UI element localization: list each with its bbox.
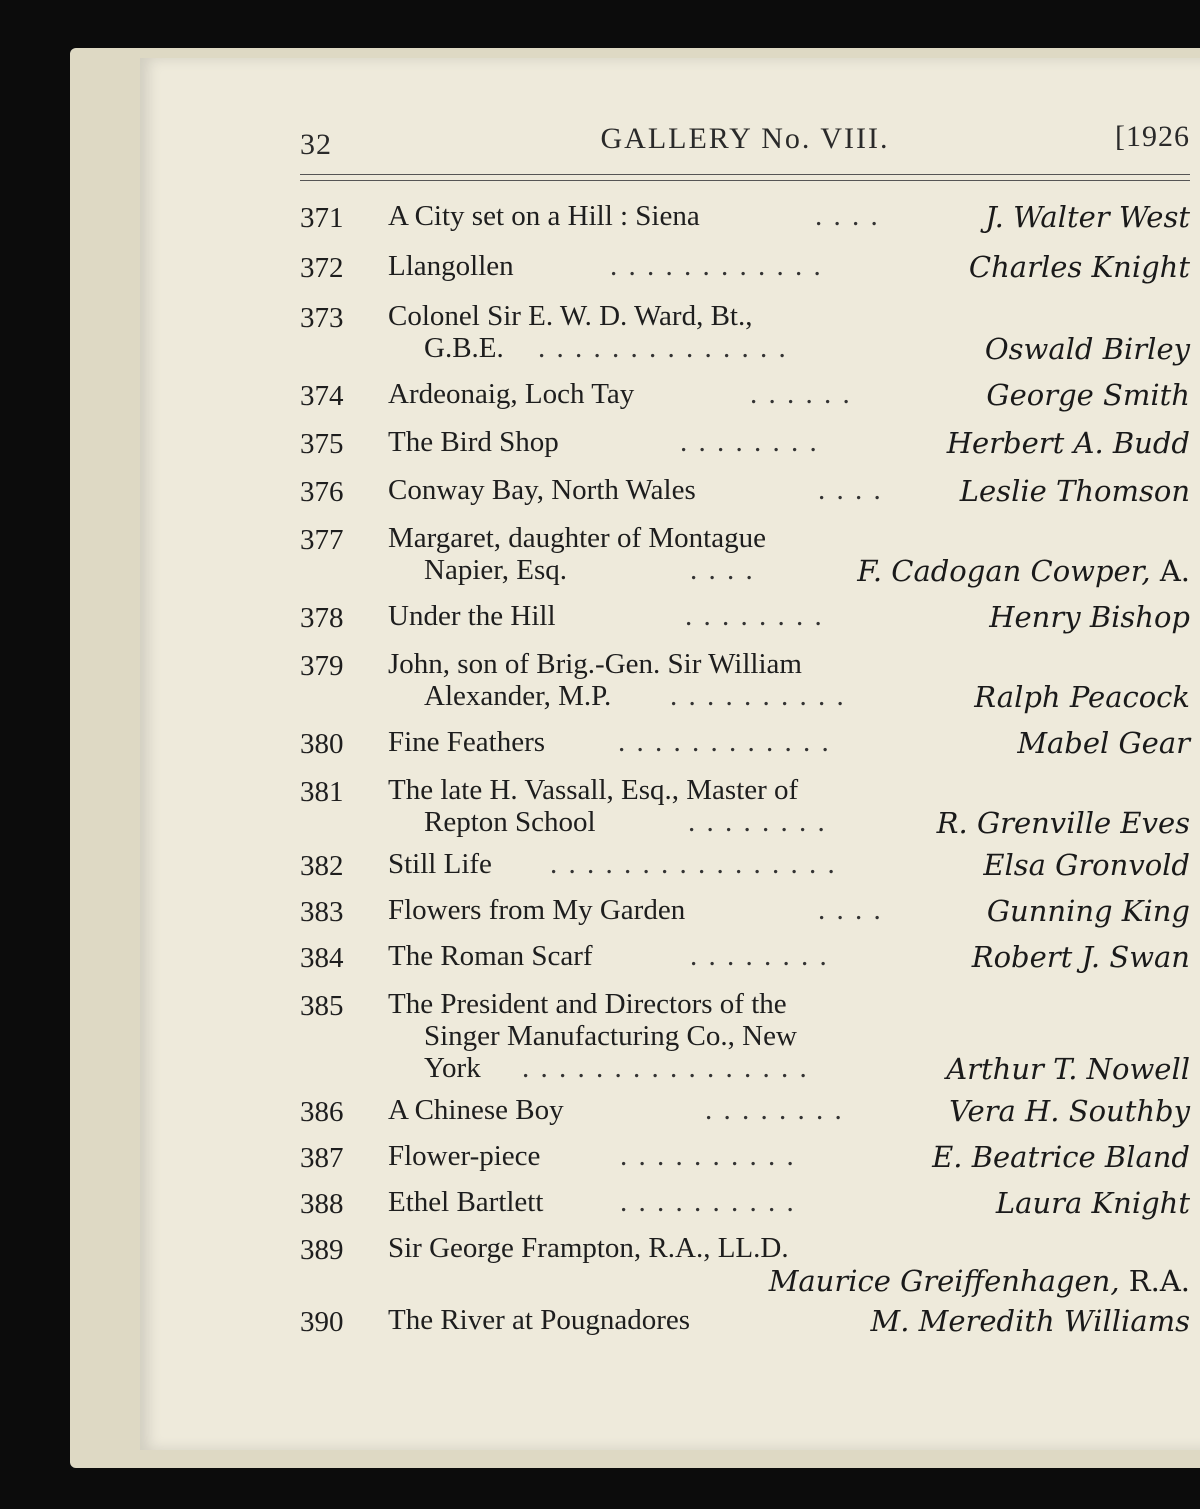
header-rule-bottom [300,180,1190,181]
entry-artist: Henry Bishop [989,600,1190,634]
entry-title: Llangollen [388,250,514,282]
entry-artist: Mabel Gear [1017,726,1190,760]
entry-title: A Chinese Boy [388,1094,564,1126]
entry-number: 373 [300,302,344,334]
entry-number: 381 [300,776,344,808]
entry-artist: Arthur T. Nowell [946,1052,1190,1086]
entry-artist: R. Grenville Eves [936,806,1190,840]
entry-number: 377 [300,524,344,556]
catalogue-entry [300,300,1190,370]
entry-artist [769,1264,1190,1298]
leader-dots: . . . . . . . . . . . . . . [538,332,788,364]
entry-number: 385 [300,990,344,1022]
page-number: 32 [300,128,332,161]
entry-number: 380 [300,728,344,760]
entry-title: Flower-piece [388,1140,541,1172]
leader-dots: . . . . [818,894,883,926]
artist-name: Maurice Greiffenhagen, [768,1264,1120,1298]
entry-artist: M. Meredith Williams [870,1304,1190,1338]
entry-title: A City set on a Hill : Siena [388,200,700,232]
entry-number: 386 [300,1096,344,1128]
entry-number: 379 [300,650,344,682]
leader-dots: . . . . . . . . . . . . [618,726,831,758]
page-header [300,118,1190,162]
leader-dots: . . . . . . . . [685,600,824,632]
entry-artist: Laura Knight [995,1186,1190,1220]
catalogue-year: [1926 [1115,120,1190,153]
entry-title: Flowers from My Garden [388,894,686,926]
entry-number: 378 [300,602,344,634]
leader-dots: . . . . . . [750,378,852,410]
entry-title: The River at Pougnadores [388,1304,691,1336]
artist-suffix: R.A. [1128,1264,1190,1298]
entry-title-continued: York [424,1052,481,1084]
leader-dots: . . . . [815,200,880,232]
leader-dots: . . . . . . . . . . [620,1140,796,1172]
header-rule-top [300,174,1190,175]
entry-artist [857,554,1190,588]
entry-title-continued: Napier, Esq. [424,554,567,586]
entry-title-continued: G.B.E. [424,332,504,364]
entry-artist: Robert J. Swan [971,940,1190,974]
entry-title-continued: Repton School [424,806,596,838]
catalogue-entry [300,894,1190,938]
catalogue-entry [300,988,1190,1090]
entry-artist: Gunning King [986,894,1190,928]
artist-name: F. Cadogan Cowper, [857,554,1151,588]
catalogue-entry [300,1140,1190,1184]
entry-number: 387 [300,1142,344,1174]
leader-dots: . . . . [818,474,883,506]
entry-artist: George Smith [986,378,1190,412]
catalogue-entry [300,200,1190,244]
entry-title: Ardeonaig, Loch Tay [388,378,635,410]
entry-artist: E. Beatrice Bland [932,1140,1190,1174]
entry-artist: Elsa Gronvold [983,848,1190,882]
catalogue-entry [300,1232,1190,1304]
leader-dots: . . . . . . . . . . . . [610,250,823,282]
leader-dots: . . . . . . . . [690,940,829,972]
entry-title: Conway Bay, North Wales [388,474,696,506]
catalogue-entry [300,522,1190,594]
entry-title: Still Life [388,848,492,880]
catalogue-entry [300,600,1190,644]
entry-title: Fine Feathers [388,726,546,758]
catalogue-entry [300,474,1190,518]
catalogue-entry [300,648,1190,720]
entry-number: 383 [300,896,344,928]
entry-title: The late H. Vassall, Esq., Master of [388,774,799,806]
catalogue-entry [300,1304,1190,1348]
entry-number: 390 [300,1306,344,1338]
entry-number: 371 [300,202,344,234]
entry-title: The Bird Shop [388,426,559,458]
entry-number: 382 [300,850,344,882]
entry-number: 372 [300,252,344,284]
leader-dots: . . . . . . . . . . . . . . . . [550,848,837,880]
entry-artist: Leslie Thomson [959,474,1190,508]
leader-dots: . . . . . . . . [705,1094,844,1126]
entry-artist: Oswald Birley [984,332,1190,366]
entry-title: Under the Hill [388,600,556,632]
catalogue-entry [300,848,1190,892]
gallery-title: GALLERY No. VIII. [600,122,890,155]
entry-title: John, son of Brig.-Gen. Sir William [388,648,802,680]
leader-dots: . . . . . . . . [680,426,819,458]
entry-artist: Vera H. Southby [949,1094,1190,1128]
entry-title: The President and Directors of the [388,988,787,1020]
leader-dots: . . . . [690,554,755,586]
entry-title-continued: Alexander, M.P. [424,680,612,712]
catalogue-entry [300,426,1190,470]
entry-artist: J. Walter West [985,200,1190,234]
entry-number: 389 [300,1234,344,1266]
leader-dots: . . . . . . . . . . [670,680,846,712]
catalogue-entry [300,726,1190,770]
entry-number: 375 [300,428,344,460]
artist-suffix: A. [1159,554,1190,588]
entry-number: 374 [300,380,344,412]
entry-title-continued: Singer Manufacturing Co., New [424,1020,797,1052]
catalogue-entry [300,378,1190,422]
catalogue-entry [300,774,1190,846]
entry-number: 384 [300,942,344,974]
leader-dots: . . . . . . . . [688,806,827,838]
entry-artist: Charles Knight [968,250,1190,284]
entry-artist: Ralph Peacock [974,680,1190,714]
catalogue-entry [300,940,1190,984]
entry-title: Ethel Bartlett [388,1186,544,1218]
entry-artist: Herbert A. Budd [946,426,1190,460]
catalogue-entry [300,250,1190,294]
catalogue-entry [300,1186,1190,1230]
entry-number: 388 [300,1188,344,1220]
catalogue-entry [300,1094,1190,1138]
entry-title: Colonel Sir E. W. D. Ward, Bt., [388,300,753,332]
entry-title: The Roman Scarf [388,940,593,972]
leader-dots: . . . . . . . . . . . . . . . . [522,1052,809,1084]
entry-title: Margaret, daughter of Montague [388,522,766,554]
leader-dots: . . . . . . . . . . [620,1186,796,1218]
entry-number: 376 [300,476,344,508]
entry-title: Sir George Frampton, R.A., LL.D. [388,1232,789,1264]
